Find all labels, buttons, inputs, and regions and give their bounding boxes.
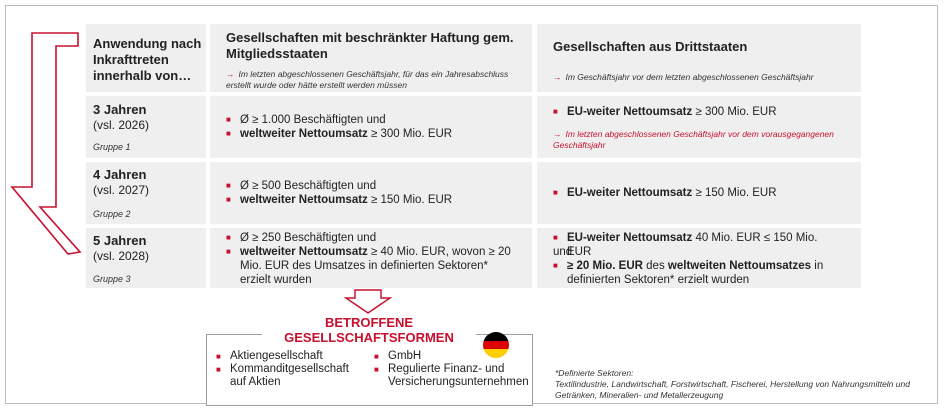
timeline-arrow-icon [0,0,90,270]
row1-col2-cell [537,96,861,158]
list-item: ■ Ø ≥ 500 Beschäftigten und [226,179,526,193]
row2-col1-cell [210,162,532,224]
row2-group: Gruppe 2 [93,209,131,219]
row2-left-cell [86,162,206,224]
row2-title: 4 Jahren [93,167,147,182]
list-item: ■ weltweiter Nettoumsatz ≥ 300 Mio. EUR [226,127,526,141]
row1-col2-note-text: Im letzten abgeschlossenen Geschäftsjahr vor dem vorausgegangenen Geschäftsjahr [553,129,834,150]
list-item: ■ Kommanditgesellschaft auf Aktien [216,363,366,389]
row1-col1-cell [210,96,532,158]
row2-subtitle: (vsl. 2027) [93,183,150,197]
row1-left-cell [86,96,206,158]
affected-forms-left-list [216,350,366,389]
row3-left-cell [86,228,206,288]
list-item: ■ GmbH [374,350,524,363]
right-arrow-icon: → [553,72,562,82]
row3-col2-list [553,231,833,259]
down-arrow-icon [343,289,393,315]
list-item: ■ weltweiter Nettoumsatz ≥ 40 Mio. EUR, wovon ≥ 20 Mio. EUR des Umsatzes in definierten Sektoren* erzielt wurden [226,245,511,287]
header-left-title: Anwendung nach Inkrafttreten innerhalb von… [93,36,202,83]
row1-col2-list [553,105,853,119]
row2-col2-cell [537,162,861,224]
row3-group: Gruppe 3 [93,274,131,284]
row1-subtitle: (vsl. 2026) [93,118,150,132]
header-col1-cell [210,24,532,92]
header-col2-cell [537,24,861,92]
list-item: ■ Aktiengesellschaft [216,350,366,363]
row1-title: 3 Jahren [93,102,147,117]
row2-col1-list [226,179,526,207]
affected-forms-title: BETROFFENE GESELLSCHAFTSFORMEN [262,315,476,345]
row3-col2-connector: und [553,246,573,258]
row3-col2-list-2 [553,259,838,287]
row3-col1-list [226,231,511,287]
header-left-cell [86,24,206,92]
row1-group: Gruppe 1 [93,142,131,152]
list-item: ■ EU-weiter Nettoumsatz ≥ 300 Mio. EUR [553,105,853,119]
row3-col2-cell [537,228,861,288]
germany-flag-icon [483,332,509,358]
list-item: ■ weltweiter Nettoumsatz ≥ 150 Mio. EUR [226,193,526,207]
footnote [555,368,940,401]
right-arrow-icon: → [553,129,562,139]
header-col1-note-text: Im letzten abgeschlossenen Geschäftsjahr, für das ein Jahresabschluss erstellt wurde oder hätte erstellt werden müssen [226,69,509,90]
footnote-text: Textilindustrie, Landwirtschaft, Forstwirtschaft, Fischerei, Herstellung von Nahrungsmitteln und Getränken, Mineralien- und Metallerzeugung [555,379,910,400]
list-item: ■ Regulierte Finanz- und Versicherungsunternehmen [374,363,524,389]
list-item: ■ Ø ≥ 250 Beschäftigten und [226,231,511,245]
row2-col2-list [553,186,853,200]
footnote-title: *Definierte Sektoren: [555,368,634,378]
header-col1-note [226,69,526,91]
row1-col1-list [226,113,526,141]
header-col2-title: Gesellschaften aus Drittstaaten [553,39,748,54]
list-item: ■ ≥ 20 Mio. EUR des weltweiten Nettoumsatzes in definierten Sektoren* erzielt wurden [553,259,838,287]
row3-title: 5 Jahren [93,233,147,248]
right-arrow-icon: → [226,69,235,79]
row1-col2-note [553,129,843,151]
header-col2-note-text: Im Geschäftsjahr vor dem letzten abgeschlossenen Geschäftsjahr [565,72,814,82]
row3-col1-cell [210,228,532,288]
header-col1-title: Gesellschaften mit beschränkter Haftung gem. Mitgliedsstaaten [226,30,514,61]
row3-subtitle: (vsl. 2028) [93,249,150,263]
list-item: ■ Ø ≥ 1.000 Beschäftigten und [226,113,526,127]
list-item: ■ EU-weiter Nettoumsatz 40 Mio. EUR ≤ 150 Mio. EUR [553,231,833,259]
header-col2-note [553,72,853,83]
list-item: ■ EU-weiter Nettoumsatz ≥ 150 Mio. EUR [553,186,853,200]
